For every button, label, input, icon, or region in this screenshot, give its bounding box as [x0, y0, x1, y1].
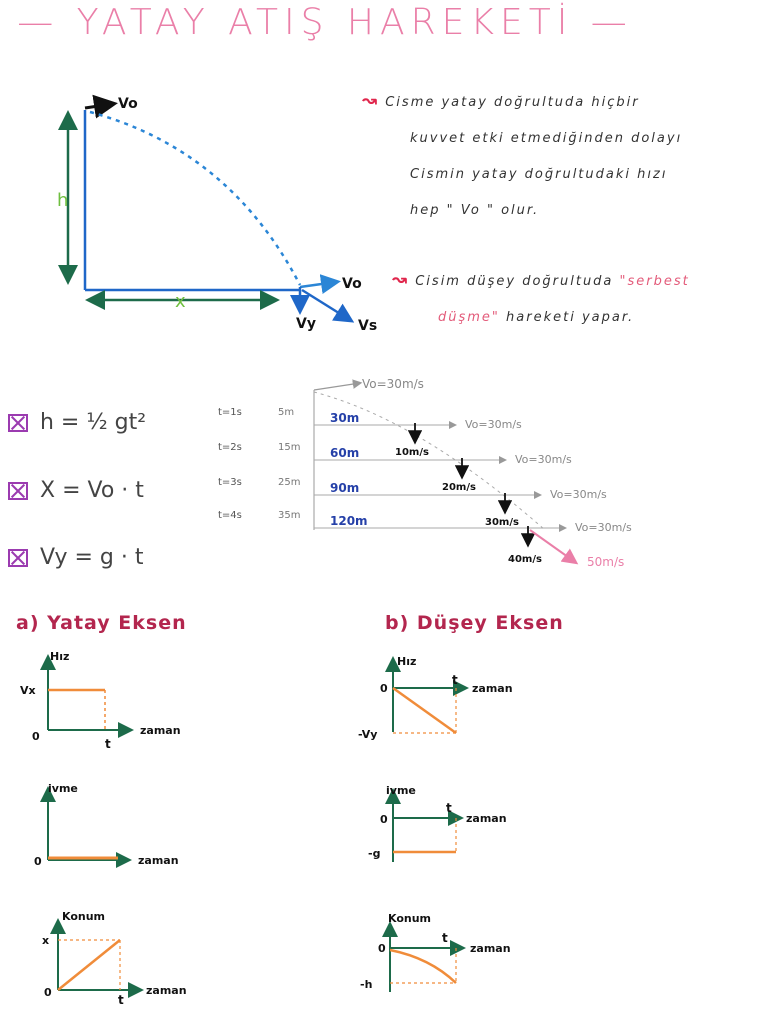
svg-text:zaman: zaman: [140, 724, 181, 737]
table-row-vo: Vo=30m/s: [550, 488, 607, 501]
graph-dusey-hiz: [358, 655, 513, 741]
graph-yatay-hiz: [20, 650, 181, 751]
svg-text:zaman: zaman: [138, 854, 179, 867]
table-row-vo: Vo=30m/s: [575, 521, 632, 534]
note2-line-1: Cisim düşey doğrultuda: [415, 274, 614, 289]
svg-text:-Vy: -Vy: [358, 728, 378, 741]
svg-text:0: 0: [378, 942, 386, 955]
table-row-height: 35m: [278, 510, 301, 521]
page-title: — YATAY ATIŞ HAREKETİ —: [17, 2, 633, 43]
table-row-vy: 10m/s: [395, 447, 429, 458]
note1-line-2: kuvvet etki etmediğinden dolayı: [410, 131, 683, 146]
svg-text:-g: -g: [368, 847, 381, 860]
table-top-label: Vo=30m/s: [362, 377, 424, 391]
svg-text:t: t: [452, 673, 458, 687]
graph-dusey-ivme: [368, 784, 507, 862]
table-row-vy: 20m/s: [442, 482, 476, 493]
vo-arrow-bottom: [300, 282, 336, 287]
svg-text:zaman: zaman: [466, 812, 507, 825]
trajectory-curve: [90, 112, 300, 285]
note1-line-1: Cisme yatay doğrultuda hiçbir: [385, 95, 640, 110]
formula-vy: Vy = g · t: [8, 545, 143, 570]
note2-pink-2: düşme": [438, 310, 500, 325]
vo-label-bottom: Vo: [342, 276, 362, 292]
vy-label: Vy: [296, 316, 316, 332]
note1-line-3: Cismin yatay doğrultudaki hızı: [410, 167, 668, 182]
table-top-arrow: [314, 383, 360, 390]
table-row-height: 25m: [278, 477, 301, 488]
svg-text:-h: -h: [360, 978, 373, 991]
table-row-distance: 90m: [330, 481, 360, 495]
formula-x: X = Vo · t: [8, 478, 144, 503]
table-row-vy: 30m/s: [485, 517, 519, 528]
note2-pink-1: "serbest: [619, 274, 690, 289]
svg-text:0: 0: [44, 986, 52, 999]
table-row-distance: 60m: [330, 446, 360, 460]
table-row-distance: 30m: [330, 411, 360, 425]
table-row-vo: Vo=30m/s: [465, 418, 522, 431]
svg-text:ivme: ivme: [48, 782, 78, 795]
svg-text:0: 0: [34, 855, 42, 868]
note-1: [362, 83, 682, 229]
svg-text:0: 0: [32, 730, 40, 743]
table-row-time: t=4s: [218, 510, 242, 521]
svg-text:Konum: Konum: [62, 910, 106, 923]
vo-arrow-top: [85, 104, 112, 108]
x-label: x: [175, 291, 186, 312]
svg-text:Hız: Hız: [50, 650, 70, 663]
table-row-time: t=2s: [218, 442, 242, 453]
section-dusey: b) Düşey Eksen: [385, 612, 564, 634]
vs-label: Vs: [358, 318, 378, 334]
table-row-distance: 120m: [330, 514, 368, 528]
note2-end: hareketi yapar.: [506, 310, 635, 325]
svg-text:zaman: zaman: [470, 942, 511, 955]
note1-line-4: hep " Vo " olur.: [410, 203, 540, 218]
svg-text:zaman: zaman: [472, 682, 513, 695]
vo-label-top: Vo: [118, 96, 138, 112]
note-bullet-icon: ↝: [392, 269, 410, 290]
table-row-time: t=1s: [218, 407, 242, 418]
graph-dusey-konum: [360, 912, 511, 992]
svg-text:t: t: [446, 801, 452, 815]
graph-yatay-konum: [42, 910, 187, 1007]
table-row-height: 5m: [278, 407, 295, 418]
checkbox-x-icon: [8, 549, 28, 567]
section-yatay: a) Yatay Eksen: [16, 612, 187, 634]
table-row-vy: 40m/s: [508, 554, 542, 565]
svg-text:Hız: Hız: [397, 655, 417, 668]
graph-yatay-ivme: [34, 782, 179, 868]
table-rows: [218, 407, 632, 565]
vs-final-label: 50m/s: [587, 555, 625, 569]
table-row-time: t=3s: [218, 477, 242, 488]
svg-text:ivme: ivme: [386, 784, 416, 797]
svg-text:t: t: [442, 931, 448, 945]
svg-text:Konum: Konum: [388, 912, 432, 925]
svg-text:Vx: Vx: [20, 684, 36, 697]
table-row-height: 15m: [278, 442, 301, 453]
svg-text:t: t: [118, 993, 124, 1007]
h-label: h: [57, 190, 69, 211]
svg-text:t: t: [105, 737, 111, 751]
note-bullet-icon: ↝: [362, 90, 380, 111]
svg-text:zaman: zaman: [146, 984, 187, 997]
table-row-vo: Vo=30m/s: [515, 453, 572, 466]
formula-h: h = ½ gt²: [8, 410, 146, 435]
svg-text:0: 0: [380, 813, 388, 826]
svg-text:0: 0: [380, 682, 388, 695]
note-2: [392, 262, 690, 336]
svg-text:x: x: [42, 934, 50, 947]
checkbox-x-icon: [8, 414, 28, 432]
checkbox-x-icon: [8, 482, 28, 500]
